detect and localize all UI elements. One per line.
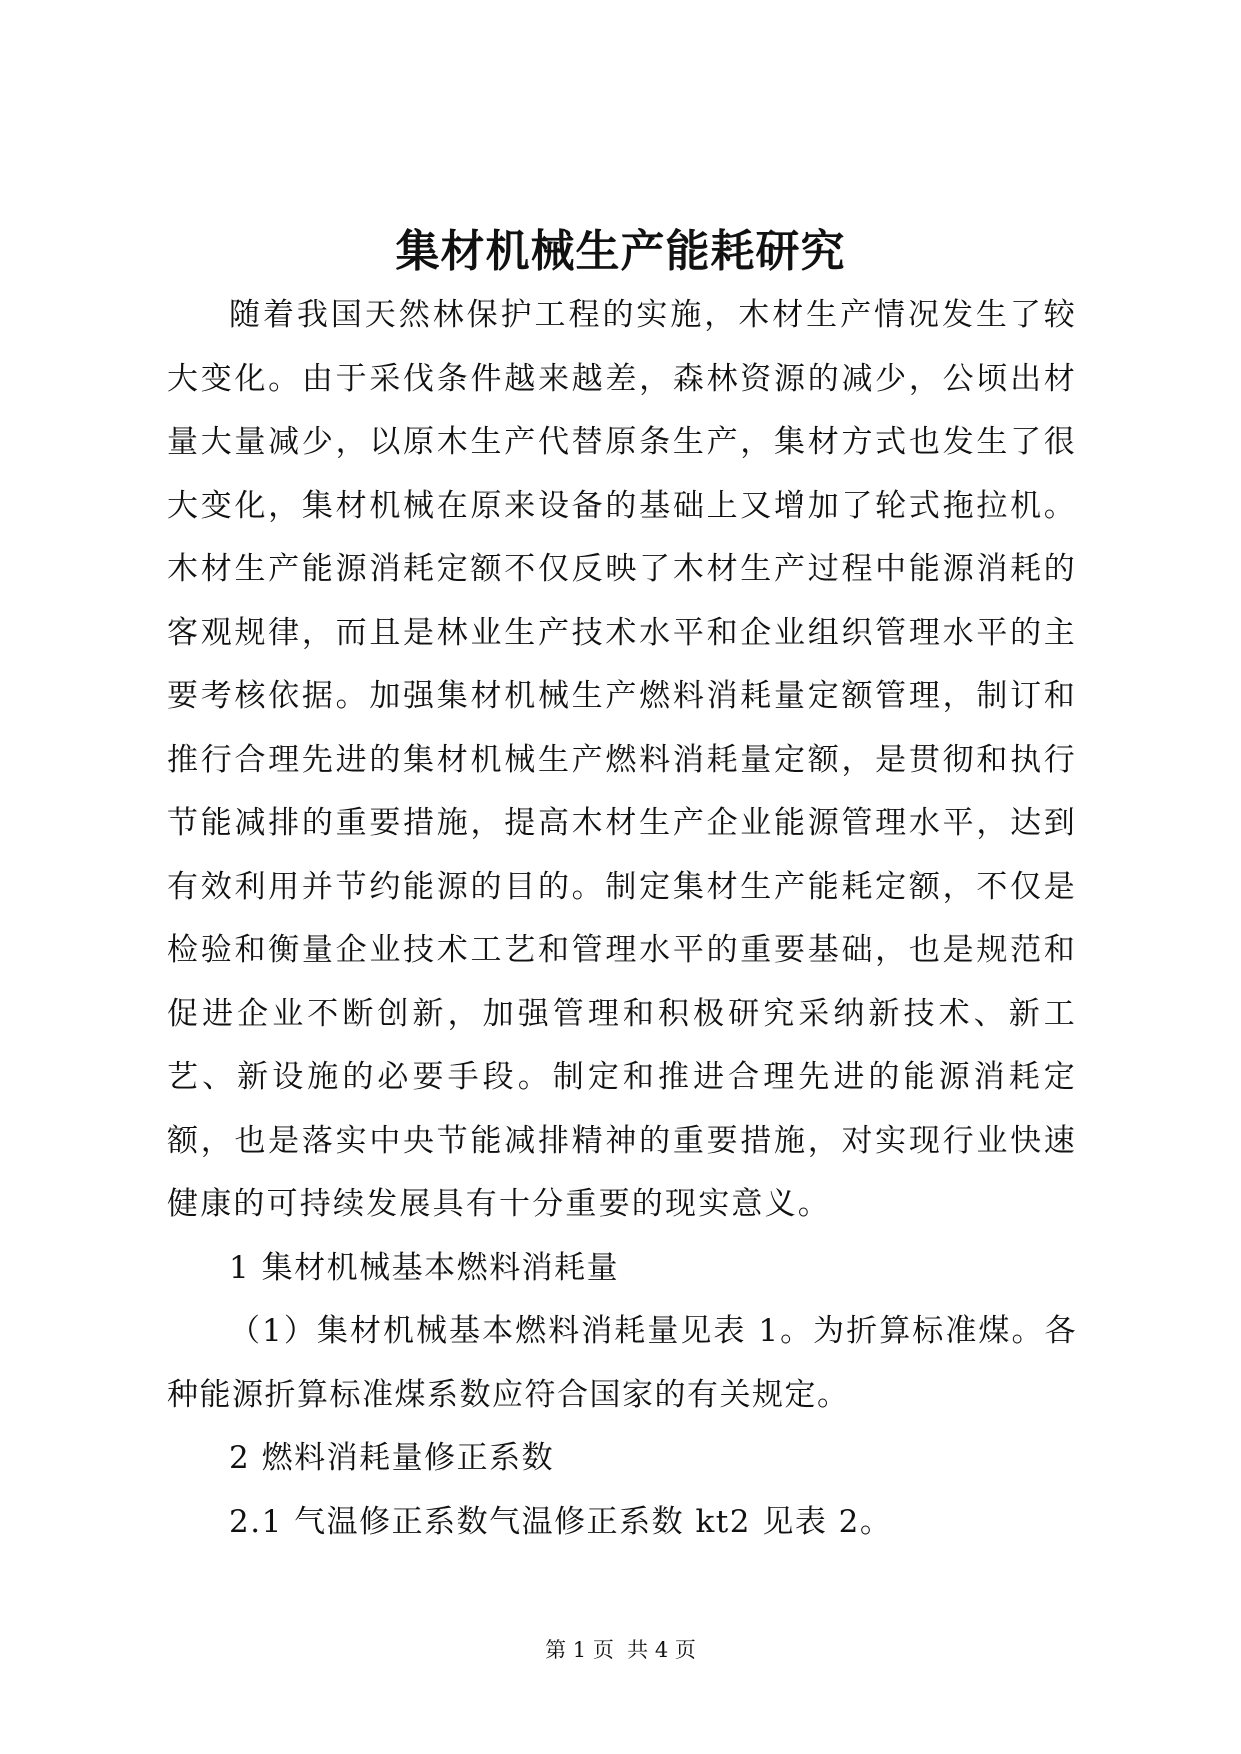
intro-paragraph: 随着我国天然林保护工程的实施，木材生产情况发生了较大变化。由于采伐条件越来越差，森林资源的减少，公顷出材量大量减少，以原木生产代替原条生产，集材方式也发生了很大变化，集材机械在原来设备的基础上又增加了轮式拖拉机。木材生产能源消耗定额不仅反映了木材生产过程中能源消耗的客观规律，而且是林业生产技术水平和企业组织管理水平的主要考核依据。加强集材机械生产燃料消耗量定额管理，制订和推行合理先进的集材机械生产燃料消耗量定额，是贯彻和执行节能减排的重要措施，提高木材生产企业能源管理水平，达到有效利用并节约能源的目的。制定集材生产能耗定额，不仅是检验和衡量企业技术工艺和管理水平的重要基础，也是规范和促进企业不断创新，加强管理和积极研究采纳新技术、新工艺、新设施的必要手段。制定和推进合理先进的能源消耗定额，也是落实中央节能减排精神的重要措施，对实现行业快速健康的可持续发展具有十分重要的现实意义。	[167, 297, 1077, 1222]
document-title: 集材机械生产能耗研究	[395, 226, 846, 277]
subsection-2-1-paragraph: 2.1 气温修正系数气温修正系数 kt2 见表 2。	[229, 1503, 893, 1540]
document-body	[167, 284, 1077, 1554]
section-heading-1: 1 集材机械基本燃料消耗量	[229, 1249, 620, 1286]
section-heading-2: 2 燃料消耗量修正系数	[229, 1440, 555, 1476]
section-1-paragraph: （1）集材机械基本燃料消耗量见表 1。为折算标准煤。各种能源折算标准煤系数应符合国家的有关规定。	[167, 1313, 1077, 1413]
page-number-footer: 第 1 页 共 4 页	[545, 1638, 696, 1662]
